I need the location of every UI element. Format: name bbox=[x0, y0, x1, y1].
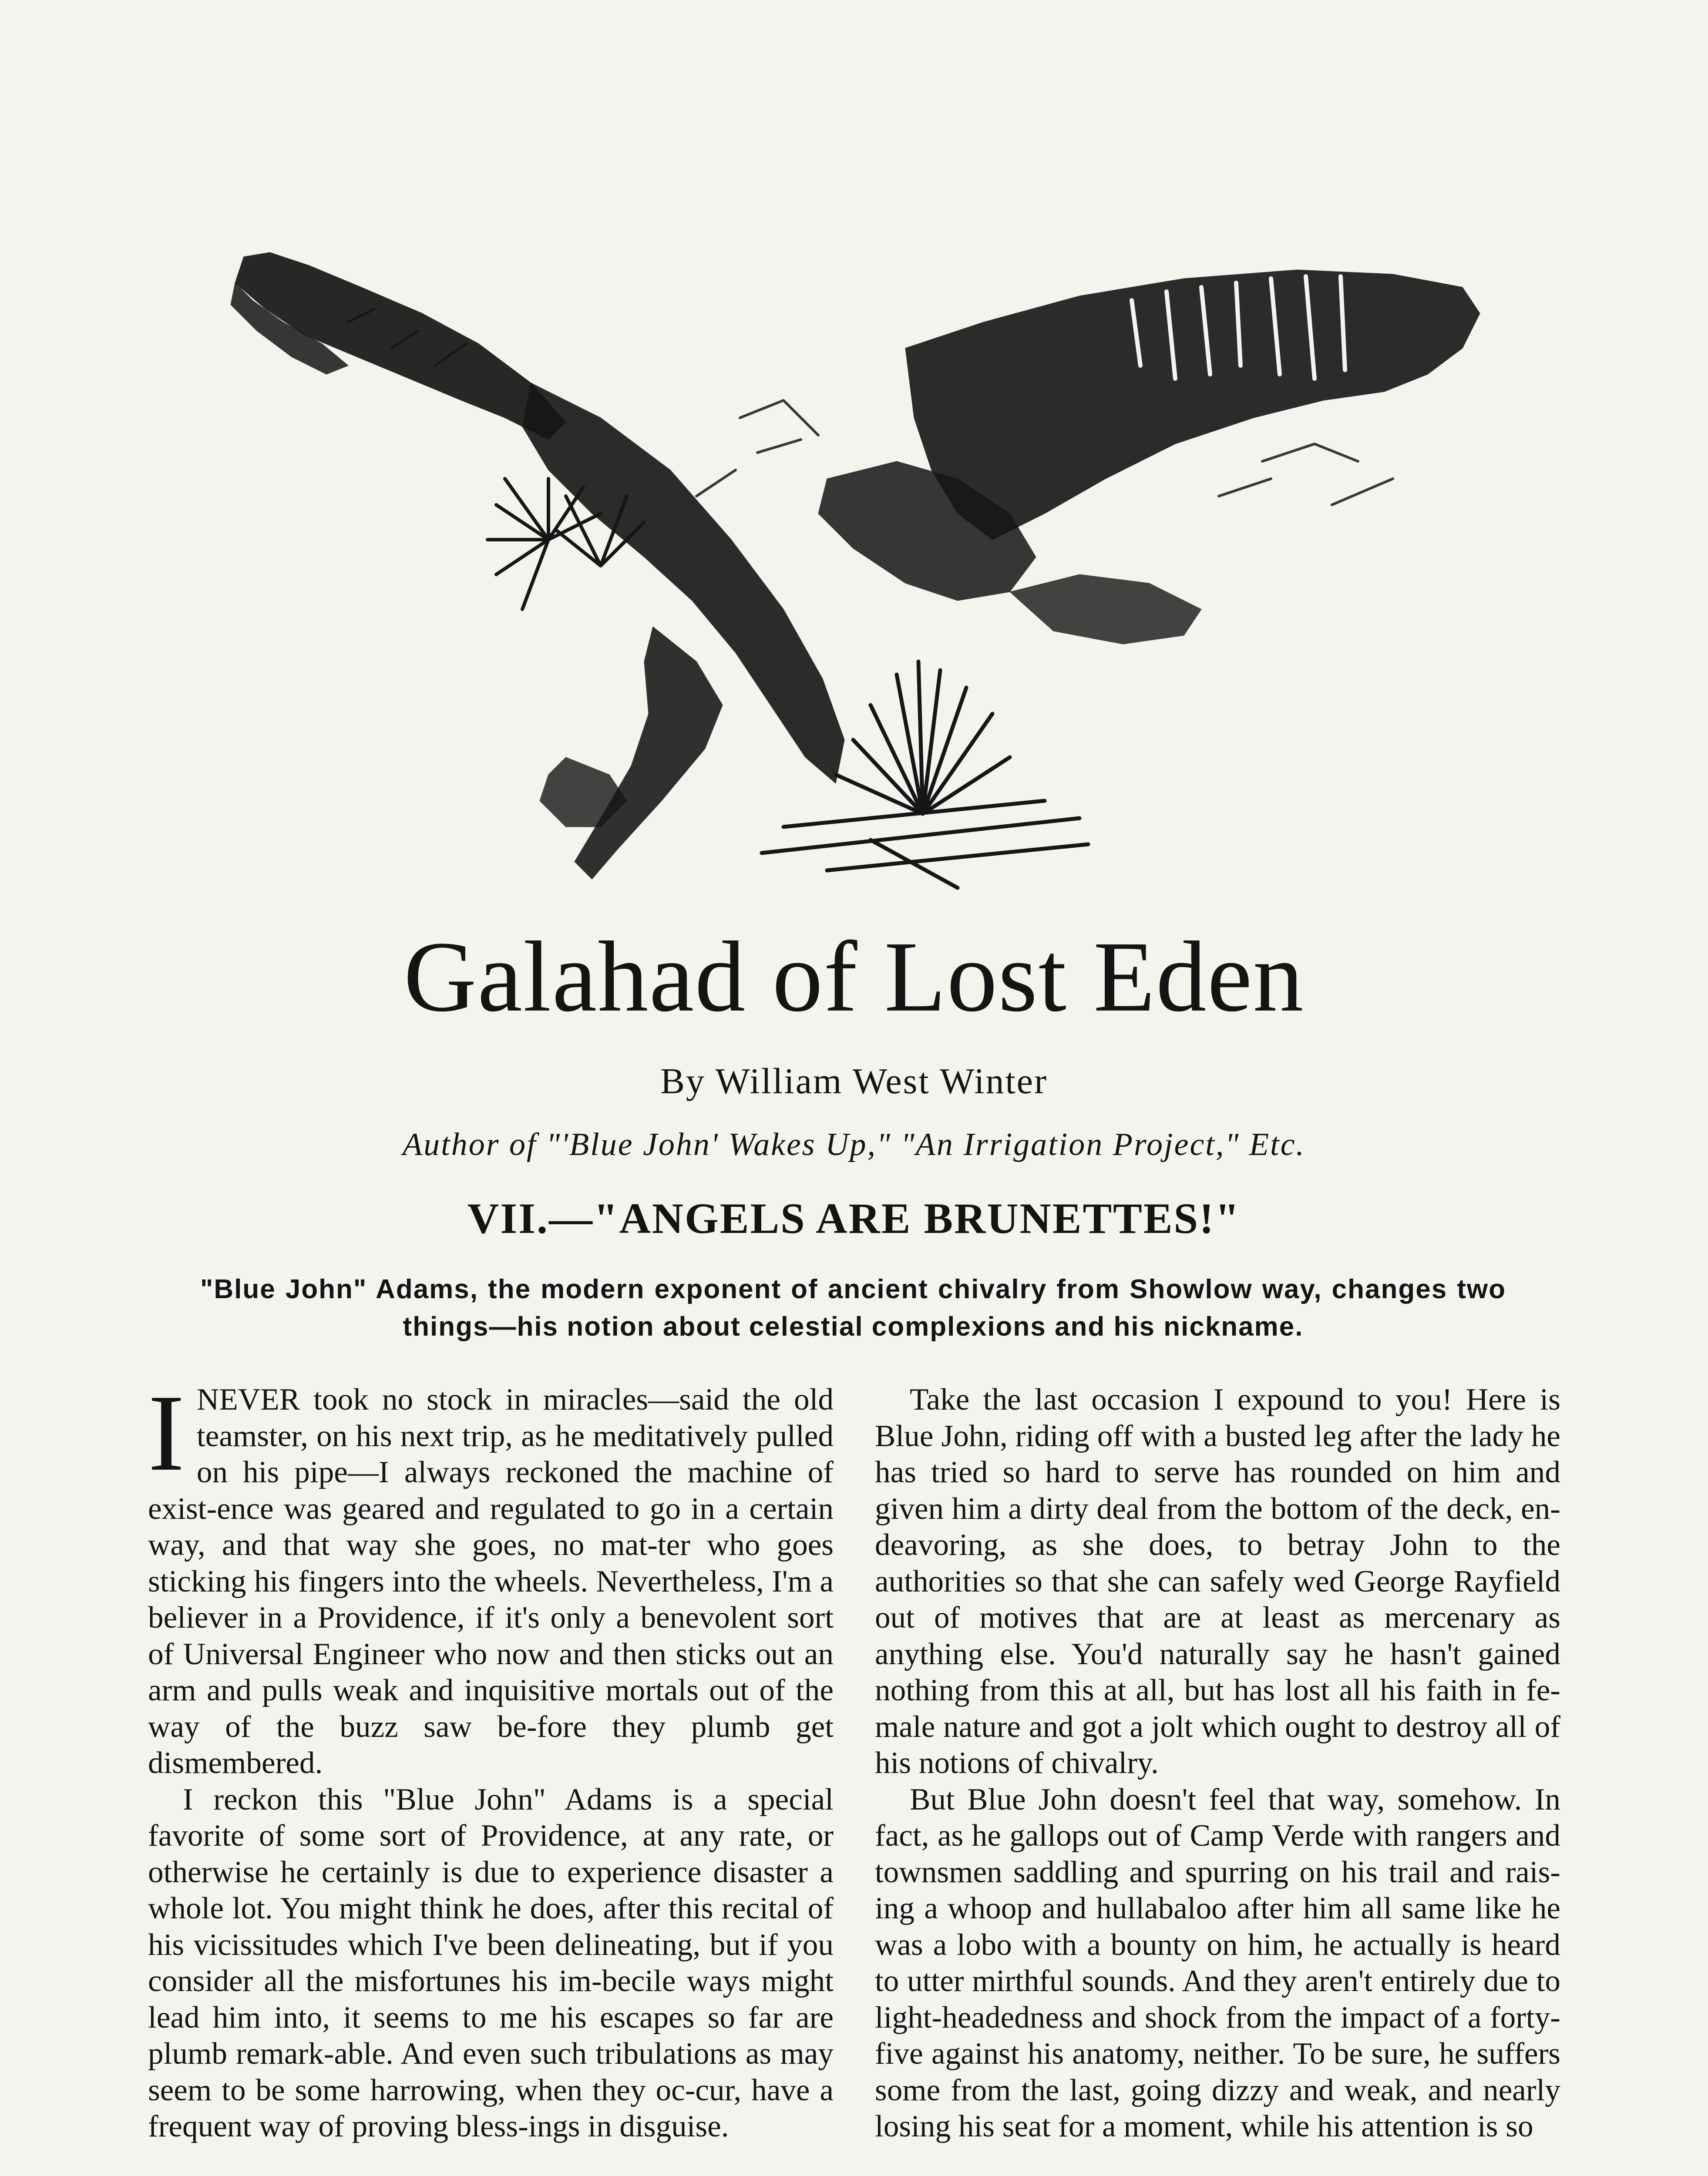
chapter-heading: VII.—"ANGELS ARE BRUNETTES!" bbox=[467, 1194, 1241, 1242]
story-teaser: "Blue John" Adams, the modern exponent of ancient chivalry from Showlow way, changes two things—his notion about celestial complexions and his nickname. bbox=[200, 1274, 1506, 1342]
cliff-illustration bbox=[218, 235, 1497, 914]
body-paragraph: I reckon this "Blue John" Adams is a special favorite of some sort of Providence, at any rate, or otherwise he certainly is due to experience disaster a whole lot. You might think he does, after this recital of his vicissitudes which I've been delineating, but if you consider all the misfortunes his im-becile ways might lead him into, it seems to me his escapes so far are plumb remark-able. And even such tribulations as may seem to be some harrowing, when they oc-cur, have a frequent way of proving bless-ings in disguise. bbox=[148, 1782, 834, 2143]
left-column bbox=[148, 1372, 834, 2145]
author-previous-works: Author of "'Blue John' Wakes Up," "An Irrigation Project," Etc. bbox=[402, 1127, 1306, 1162]
body-paragraph: But Blue John doesn't feel that way, somehow. In fact, as he gallops out of Camp Verde with rangers and townsmen saddling and spurring on his trail and rais-ing a whoop and hullabaloo after him all same like he was a lobo with a bounty on him, he actually is heard to utter mirthful sounds. And they aren't entirely due to light-headedness and shock from the impact of a forty-five against his anatomy, neither. To be sure, he suffers some from the last, going dizzy and weak, and nearly losing his seat for a moment, while his attention is so bbox=[875, 1782, 1560, 2143]
opening-paragraph-text: NEVER took no stock in miracles—said the old teamster, on his next trip, as he meditatively pulled on his pipe—I always reckoned the machine of exist-ence was geared and regulated to go in a certain way, and that way she goes, no mat-ter who goes sticking his fingers into the wheels. Nevertheless, I'm a believer in a Providence, if it's only a benevolent sort of Universal Engineer who now and then sticks out an arm and pulls weak and inquisitive mortals out of the way of the buzz saw be-fore they plumb get dismembered. bbox=[148, 1383, 834, 1780]
body-paragraph: Take the last occasion I expound to you! Here is Blue John, riding off with a busted leg after the lady he has tried so hard to serve has rounded on him and given him a dirty deal from the bottom of the deck, en-deavoring, as she does, to betray John to the authorities so that she can safely wed George Rayfield out of motives that are at least as mercenary as anything else. You'd naturally say he hasn't gained nothing from this at all, but has lost all his faith in fe-male nature and got a jolt which ought to destroy all of his notions of chivalry. bbox=[875, 1383, 1560, 1780]
opening-paragraph bbox=[148, 1372, 834, 1782]
drop-cap: I bbox=[148, 1372, 185, 1494]
right-column bbox=[875, 1382, 1560, 2145]
byline: By William West Winter bbox=[660, 1061, 1048, 1101]
story-title: Galahad of Lost Eden bbox=[403, 921, 1305, 1033]
